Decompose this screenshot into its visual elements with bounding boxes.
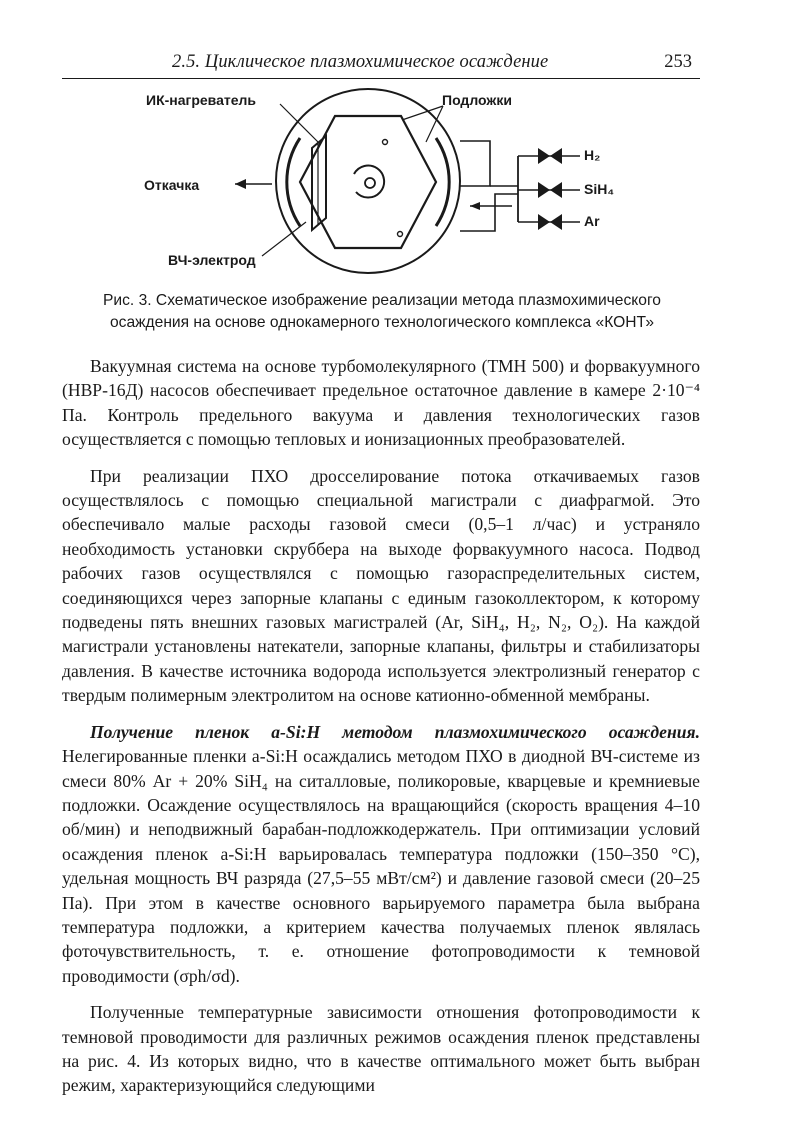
label-pumping: Откачка	[144, 177, 200, 193]
paragraph-temperature-dependence: Полученные температурные зависимости отношения фотопроводимости к темновой проводимости для различных режимов осаждения пленок представлены на рис. 4. Из которых видно, что в качестве оптимального может быть выбран режим, характеризующийся следующими	[62, 1002, 700, 1096]
section-title: 2.5. Циклическое плазмохимическое осаждение	[172, 52, 549, 72]
body-text	[62, 354, 700, 1098]
label-gas-h2: H₂	[584, 147, 601, 163]
chamber-diagram	[140, 86, 620, 286]
rf-electrode-arc	[287, 138, 300, 226]
paragraph-vacuum-system: Вакуумная система на основе турбомолекулярного (ТМН 500) и форвакуумного (НВР-16Д) насосов обеспечивает предельное остаточное давление в камере 2·10⁻⁴ Па. Контроль предельного вакуума и давления технологических газов осуществляется с помощью тепловых и ионизационных преобразователей.	[62, 356, 700, 450]
substrate-drum	[300, 116, 436, 248]
paragraph-heading: Получение пленок a-Si:H методом плазмохимического осаждения.	[90, 721, 700, 742]
rf-electrode-arc-right	[436, 138, 449, 226]
running-header	[62, 50, 700, 79]
rotation-arrow	[354, 166, 384, 198]
page-number: 253	[664, 52, 692, 72]
label-substrates: Подложки	[442, 92, 512, 108]
paragraph-film-deposition	[62, 720, 700, 988]
label-rf-electrode: ВЧ-электрод	[168, 252, 256, 268]
paragraph-film-deposition-text: Нелегированные пленки a-Si:H осаждались методом ПХО в диодной ВЧ-системе из смеси 80% Ar + 20% SiH₄ на ситалловые, поликоровые, кварцевые и кремниевые подложки. Осаждение осуществлялось на вращающийся (скорость вращения 4–10 об/мин) и неподвижный барабан-подложкодержатель. При оптимизации условий осаждения пленок a-Si:H варьировалась температура подложки (150–350 °C), удельная мощность ВЧ разряда (27,5–55 мВт/см²) и давление газовой смеси (20–25 Па). При этом в качестве основного варьируемого параметра была выбрана температура подложки, а критерием качества получаемых пленок являлась фоточувствительность, т. е. отношение фотопроводимости к темновой проводимости (σph/σd).	[62, 746, 700, 986]
label-gas-sih4: SiH₄	[584, 181, 615, 197]
figure-caption: Рис. 3. Схематическое изображение реализации метода плазмохимического осаждения на основе однокамерного технологического комплекса «КОНТ»	[103, 292, 661, 331]
label-gas-ar: Ar	[584, 213, 600, 229]
paragraph-gas-flow: При реализации ПХО дросселирование потока откачиваемых газов осуществлялось с помощью специальной магистрали с диафрагмой. Это обеспечивало малые расходы газовой смеси (0,5–1 л/час) и устраняло необходимость установки скруббера на выходе форвакуумного насоса. Подвод рабочих газов осуществлялся с помощью газораспределительных систем, соединяющихся через запорные клапаны с единым газоколлектором, к которому подведены пять внешних газовых магистралей (Ar, SiH₄, H₂, N₂, O₂). На каждой магистрали установлены натекатели, запорные клапаны, фильтры и стабилизаторы давления. В качестве источника водорода используется электролизный генератор с твердым полимерным электролитом на основе катионно-обменной мембраны.	[62, 465, 700, 706]
label-ir-heater: ИК-нагреватель	[146, 92, 257, 108]
gas-inlet-line	[460, 141, 490, 186]
